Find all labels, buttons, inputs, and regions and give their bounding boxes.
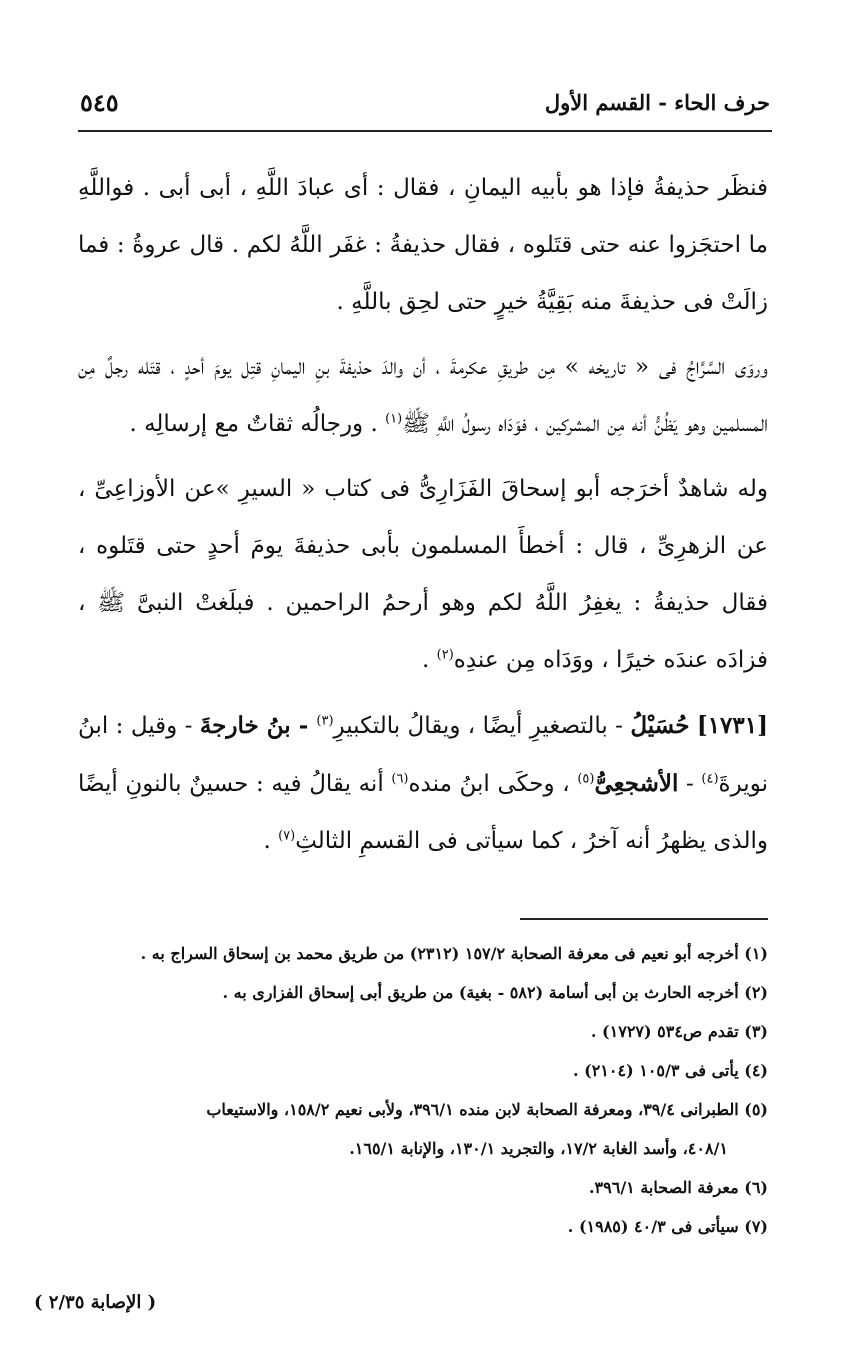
footnote-ref-1: (١)	[385, 411, 403, 427]
footnote-7: (٧) سيأتى فى ٤٠/٣ (١٩٨٥) .	[567, 1217, 768, 1236]
entry-text-4: ، وحكَى ابنُ منده	[408, 771, 578, 797]
footnote-ref-7: (٧)	[278, 828, 296, 844]
footnote-4: (٤) يأتى فى ١٠٥/٣ (٢١٠٤) .	[572, 1061, 768, 1080]
footnotes	[72, 934, 768, 1246]
footnote-ref-3: (٣)	[316, 713, 334, 729]
footnote-rule	[520, 918, 768, 920]
entry-number: [١٧٣١]	[696, 712, 769, 739]
entry-1731	[78, 697, 768, 870]
volume-signature: ( الإصابة ٢/٣٥ )	[34, 1292, 157, 1313]
footnote-5: (٥) الطبرانى ٣٩/٤، ومعرفة الصحابة لابن منده ٣٩٦/١، ولأبى نعيم ١٥٨/٢، والاستيعاب	[206, 1100, 768, 1119]
footnote-ref-5: (٥)	[577, 771, 595, 787]
footnote-ref-4: (٤)	[701, 771, 719, 787]
footnote-ref-6: (٦)	[391, 771, 409, 787]
paragraph-2	[78, 339, 768, 453]
entry-text-6: .	[263, 828, 279, 854]
entry-ashjai: الأشجعِىُّ	[594, 770, 679, 797]
entry-text-5: أنه يقالُ فيه : حسينٌ بالنونِ أيضًا والذى يظهرُ أنه آخرُ ، كما سيأتى فى القسمِ الثالثِ	[78, 771, 768, 854]
entry-ibn-kharija: - بنُ خارجةَ	[199, 712, 317, 739]
page-number: ٥٤٥	[80, 88, 119, 117]
paragraph-2-text: وروَى السَّرَّاجُ فى « تاريخه » مِن طريقِ عكرمةَ ، أن والدَ حذيفةَ بنِ اليمانِ قتِل يومَ أحدٍ ، قتَله رجلٌ مِن المسلمين وهو يَظُنُّ أنه مِن المشركين ، فوَدَاه رسولُ اللَّهِ ﷺ	[78, 354, 768, 437]
footnote-1: (١) أخرجه أبو نعيم فى معرفة الصحابة ١٥٧/٢ (٢٣١٢) من طريق محمد بن إسحاق السراج به .	[140, 944, 768, 963]
footnote-5-continued: ٤٠٨/١، وأسد الغابة ١٧/٢، والتجريد ١٣٠/١، والإنابة ١٦٥/١.	[349, 1139, 728, 1158]
header-title: حرف الحاء - القسم الأول	[544, 90, 770, 115]
entry-text-1: - بالتصغيرِ أيضًا ، ويقالُ بالتكبيرِ	[333, 713, 631, 739]
footnote-3: (٣) تقدم ص٥٣٤ (١٧٢٧) .	[590, 1022, 768, 1041]
paragraph-3-end: .	[422, 647, 437, 673]
paragraph-3	[78, 461, 768, 689]
entry-name: حُسَيْلُ	[630, 712, 690, 739]
paragraph-2-end: . ورجالُه ثقاتٌ مع إرسالِه .	[129, 411, 386, 437]
entry-text-3: -	[678, 771, 702, 797]
footnote-6: (٦) معرفة الصحابة ٣٩٦/١.	[588, 1178, 768, 1197]
footnote-2: (٢) أخرجه الحارث بن أبى أسامة (٥٨٢ - بغية) من طريق أبى إسحاق الفزارى به .	[222, 983, 768, 1002]
footnote-ref-2: (٢)	[436, 647, 454, 663]
paragraph-3-text: وله شاهدٌ أخرَجه أبو إسحاقَ الفَزَارِىُّ فى كتاب « السيرِ »عن الأوزاعِىِّ ، عن الزهرِىِّ ، قال : أخطأَ المسلمون بأبى حذيفةَ يومَ أحدٍ حتى قتَلوه ، فقال حذيفةُ : يغفِرُ اللَّهُ لكم وهو أرحمُ الراحمين . فبلَغتْ النبىَّ ﷺ ، فزادَه عندَه خيرًا ، ووَدَاه مِن عندِه	[78, 476, 768, 673]
header-rule	[78, 130, 772, 132]
entry-text-2: - وقيل : ابنُ نويرةَ	[78, 713, 768, 797]
main-text	[78, 160, 768, 870]
running-head	[80, 88, 770, 128]
paragraph-1: فنظَر حذيفةُ فإذا هو بأبيه اليمانِ ، فقال : أى عبادَ اللَّهِ ، أبى أبى . فواللَّهِ ما احتجَزوا عنه حتى قتَلوه ، فقال حذيفةُ : غفَر اللَّهُ لكم . قال عروةُ : فما زالَتْ فى حذيفةَ منه بَقِيَّةُ خيرٍ حتى لحِق باللَّهِ .	[78, 175, 768, 315]
